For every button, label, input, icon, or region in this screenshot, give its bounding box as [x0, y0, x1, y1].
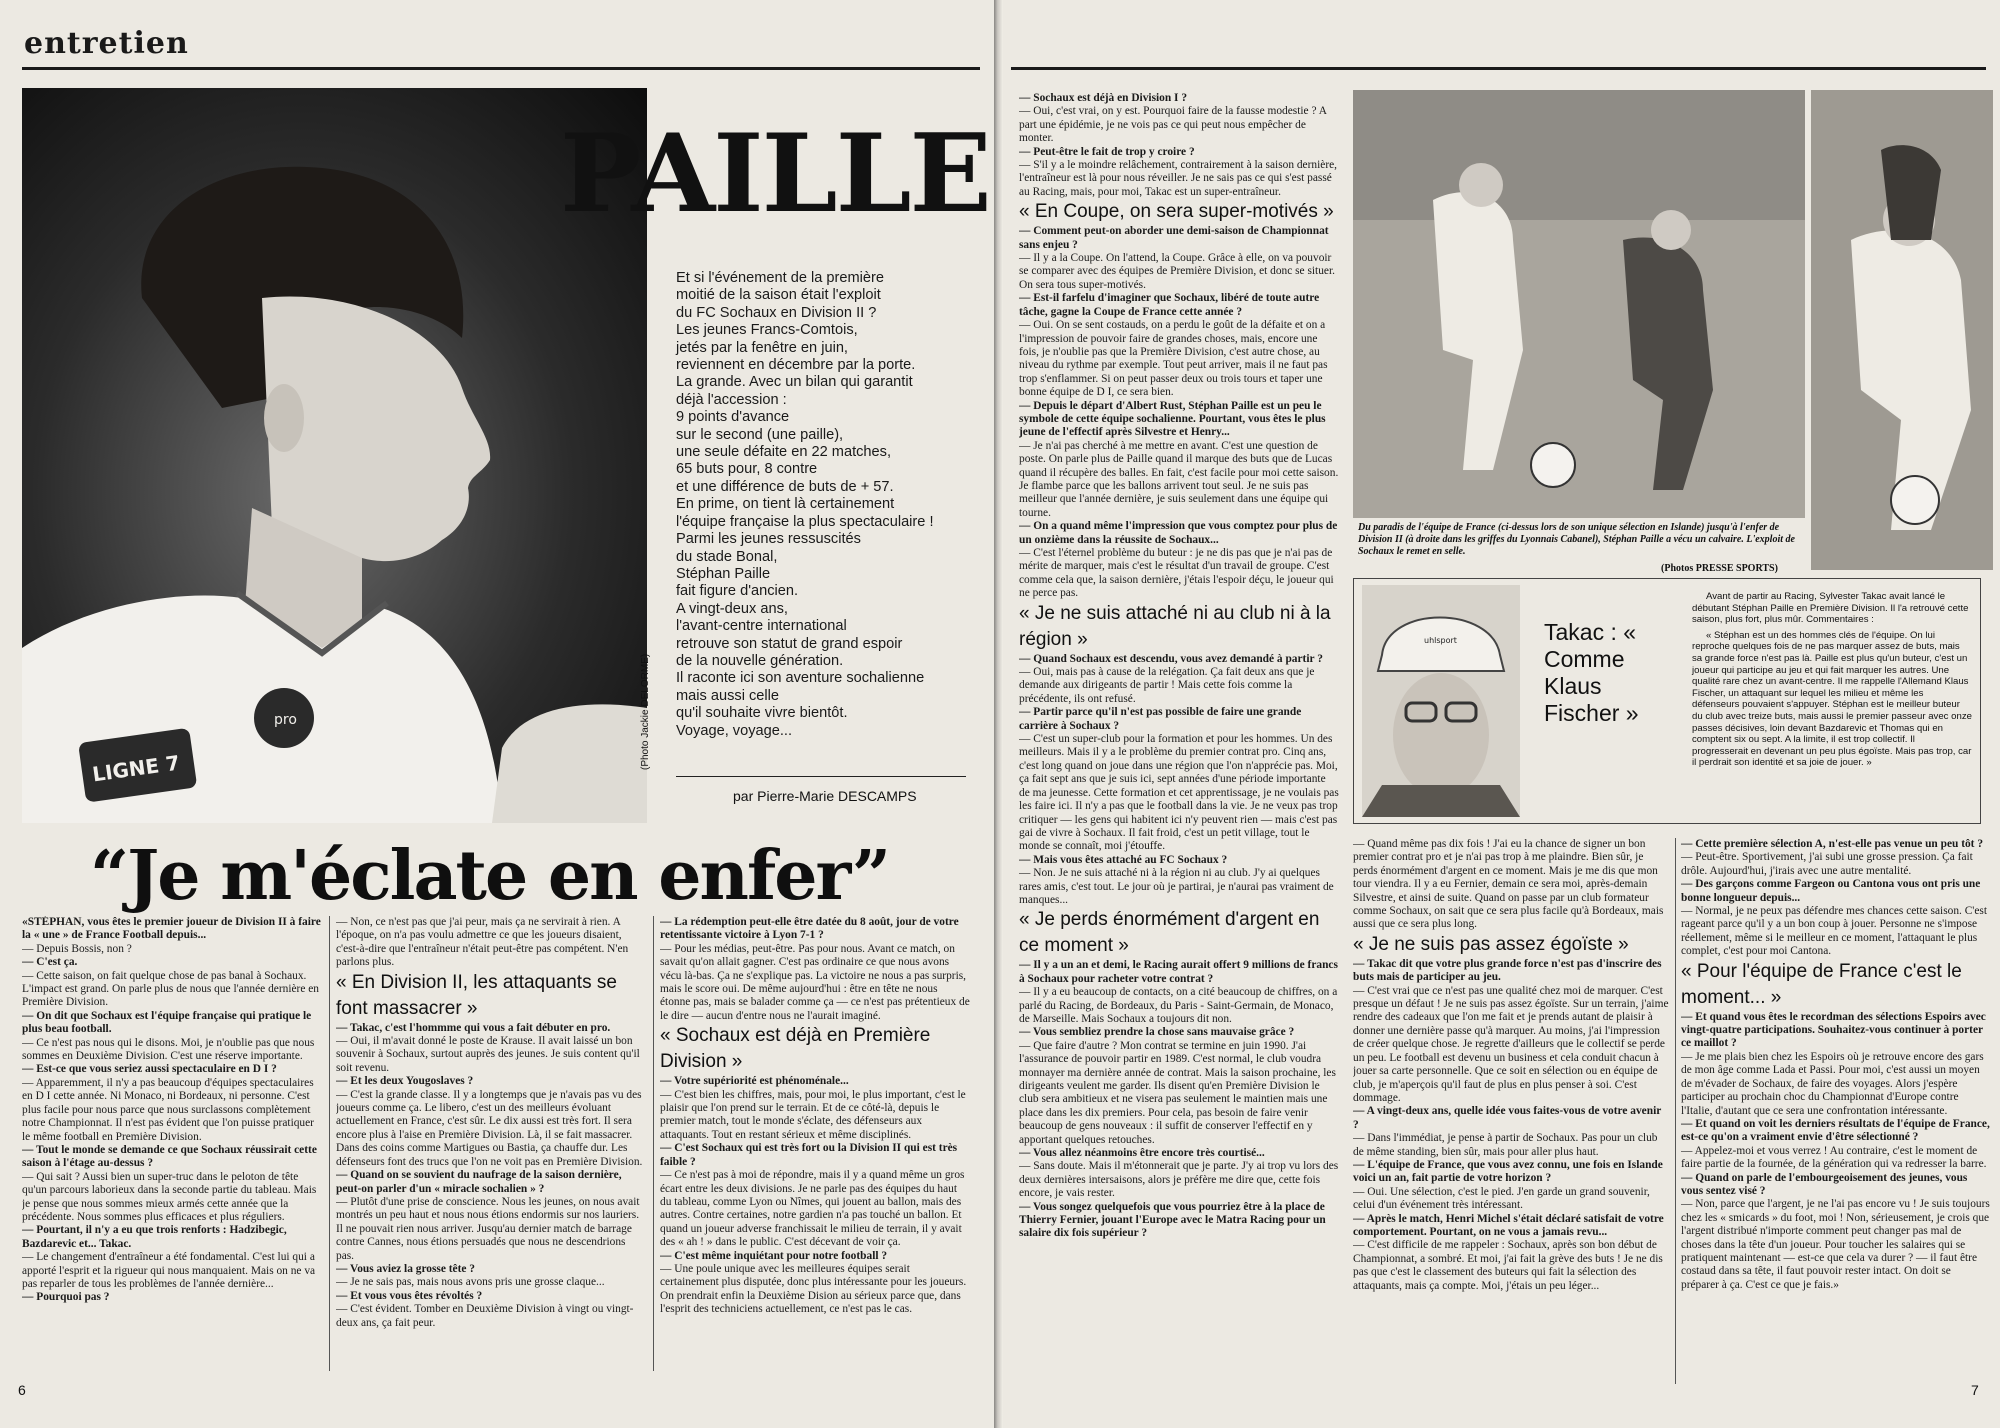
portrait-illustration	[22, 88, 647, 823]
article-column-3	[1681, 838, 1991, 1384]
interview-question: — Tout le monde se demande ce que Sochaux réussirait cette saison à l'étage au-dessus ?	[22, 1143, 317, 1170]
interview-answer: — S'il y a le moindre relâchement, contrairement à la saison dernière, l'entraîneur est là pour nous réveiller. Je ne sais pas ce qui s'est passé au Racing, mais, pour moi, Takac est un super-entraîneur.	[1019, 159, 1338, 198]
interview-answer: — Qui sait ? Aussi bien un super-truc dans le peloton de tête qu'un parcours laborieux dans la seconde partie du tableau. Mais je pense que nous sommes mieux armés cette année que la précédente. Nous sommes plus efficaces et plus réguliers.	[22, 1170, 317, 1223]
chapo-line: jetés par la fenêtre en juin,	[676, 339, 848, 356]
box-paragraph: « Stéphan est un des hommes clés de l'équipe. On lui reproche quelques fois de ne pas marquer assez de buts, mais sa grande force n'est pas là. Paille est plus qu'un buteur, c'est un joueur qui participe au jeu et qui fait marquer les autres. Une qualité rare chez un avant-centre. Il me rappelle l'Allemand Klaus Fischer, un attaquant sur lequel les milieu et même les défenseurs pouvaient s'appuyer. Stéphan est le meilleur buteur du club avec treize buts, mais aussi le premier passeur avec onze passes décisives, loin devant Bazdarevic et Thomas qui en comptent six ou sept. A la limite, il est trop collectif. Il progresserait en devenant un peu plus égoïste. Mais pas trop, car il perdrait son identité et sa joie de jouer. »	[1692, 629, 1972, 769]
interview-answer: — Ce n'est pas nous qui le disons. Moi, je n'oublie pas que nous sommes en Deuxième Division. C'est une réserve importante.	[22, 1036, 315, 1063]
chapo-line: Il raconte ici son aventure sochalienne	[676, 670, 925, 687]
interview-answer: — Cette saison, on fait quelque chose de pas banal à Sochaux. L'impact est grand. On parle plus de nous que l'année dernière en Première Division.	[22, 969, 319, 1009]
photo-credit: (Photos PRESSE SPORTS)	[1661, 563, 1778, 574]
interview-answer: — Apparemment, il n'y a pas beaucoup d'équipes spectaculaires en D I cette année. Ni Monaco, ni Bordeaux, ni personne. C'est plus facile pour nous parce que nous surclassons complètement notre Championnat. Il n'est pas évident que l'on puisse pratiquer le même football en Première Division.	[22, 1076, 314, 1143]
interview-question: — C'est Sochaux qui est très fort ou la Division II qui est très faible ?	[660, 1142, 958, 1168]
interview-question: — Pourtant, il n'y a eu que trois renforts : Hadzibegic, Bazdarevic et... Takac.	[22, 1224, 287, 1250]
interview-answer: — Plutôt d'une prise de conscience. Nous les jeunes, on nous avait montrés un peu haut et nous nous étions endormis sur nos lauriers. Il ne pouvait rien nous arriver. Jusqu'au dernier match de barrage contre Cannes, nous étions persuadés que nous ne descendrions pas.	[336, 1195, 640, 1262]
interview-answer: — Que faire d'autre ? Mon contrat se termine en juin 1990. J'ai l'assurance de pouvoir partir en 1989. C'est normal, le club voudra monnayer ma dernière année de contrat. Mais la saison prochaine, les dirigeants veulent me garder. Ils disent qu'en Première Division le club sera ambitieux et ne visera pas seulement le maintien mais une place dans les dix premiers. Pour cela, pas besoin de faire venir beaucoup de gens nouveaux : il suffit de conserver l'effectif en y apportant quelques retouches.	[1019, 1039, 1336, 1146]
chapo-line: du FC Sochaux en Division II ?	[676, 304, 877, 321]
interview-question: — L'équipe de France, que vous avez connu, une fois en Islande voici un an, fait partie de votre horizon ?	[1353, 1158, 1663, 1185]
interview-question: — La rédemption peut-elle être datée du 8 août, jour de votre retentissante victoire à Lyon 7-1 ?	[660, 916, 959, 942]
interview-question: — C'est ça.	[22, 956, 78, 969]
box-title	[1544, 619, 1674, 727]
section-rule	[22, 67, 980, 70]
chapo-line: 65 buts pour, 8 contre	[676, 461, 818, 478]
left-page	[0, 0, 994, 1428]
byline: par Pierre-Marie DESCAMPS	[733, 788, 917, 804]
article-column-2	[1353, 838, 1669, 1384]
interview-answer: — Appelez-moi et vous verrez ! Au contraire, c'est le moment de faire partie de la fournée, de la génération qui va redresser la barre.	[1681, 1144, 1987, 1171]
chapo-line: Parmi les jeunes ressuscités	[676, 531, 861, 548]
page-number: 6	[18, 1382, 26, 1398]
interview-question: — Votre supériorité est phénoménale...	[660, 1075, 849, 1088]
article-column-1	[22, 916, 322, 1371]
article-column-3	[660, 916, 970, 1371]
subheading: « Je perds énormément d'argent en ce moment »	[1019, 909, 1320, 957]
chapo-line: de la nouvelle génération.	[676, 652, 844, 669]
box-title-text: Takac : « Comme Klaus Fischer »	[1544, 619, 1639, 726]
binding-gutter	[994, 0, 1003, 1428]
jersey-sponsor: LIGNE 7	[90, 750, 182, 787]
interview-question: — Et les deux Yougoslaves ?	[336, 1075, 474, 1088]
interview-question: — A vingt-deux ans, quelle idée vous faites-vous de votre avenir ?	[1353, 1105, 1662, 1131]
chapo-line: retrouve son statut de grand espoir	[676, 635, 903, 652]
interview-answer: — Une poule unique avec les meilleures équipes serait certainement plus disputée, donc plus intéressante pour les joueurs. On prendrait enfin la Deuxième Dision au sérieux parce que, dans l'esprit des techniciens actuellement, ce n'est pas le cas.	[660, 1262, 967, 1316]
match-illustration	[1353, 90, 1805, 518]
photo-credit: (Photo Jackie DELORME)	[640, 653, 651, 770]
chapo-line: l'avant-centre international	[676, 618, 847, 635]
interview-question: — C'est même inquiétant pour notre football ?	[660, 1249, 888, 1262]
interview-answer: — Oui, il m'avait donné le poste de Krause. Il avait laissé un bon souvenir à Sochaux, surtout auprès des jeunes. Je suis content qu'il soit revenu.	[336, 1035, 640, 1074]
chapo-line: et une différence de buts de + 57.	[676, 478, 894, 495]
interview-answer: — Sans doute. Mais il m'étonnerait que je parte. J'y ai trop vu lors des deux dernières intersaisons, alors je préfère me dire que, cette fois encore, je vais rester.	[1019, 1160, 1339, 1200]
interview-question: — Depuis le départ d'Albert Rust, Stéphan Paille est un peu le symbole de cette équipe sochalienne. Pourtant, vous êtes le plus jeune de l'effectif après Silvestre et Henry...	[1019, 399, 1326, 439]
portrait-illustration	[1362, 585, 1520, 817]
interview-answer: — Non. Je ne suis attaché ni à la région ni au club. J'y ai quelques rares amis, c'est tout. Le jour où je partirai, je n'aurai pas vraiment de manques...	[1019, 867, 1334, 906]
interview-answer: — Non, parce que l'argent, je ne l'ai pas encore vu ! Je suis toujours chez les « smicards » du foot, moi ! Non, sérieusement, je crois que l'argent distribué n'importe comment peut changer pas mal de choses dans la tête d'un joueur. Pour toucher les salaires qui se pratiquent maintenant — est-ce que cela va durer ? — il faut être costaud dans sa tête, il faut pouvoir rester intact. On doit se préparer à ça. C'est ce que je fais.»	[1681, 1198, 1990, 1291]
interview-question: — Et quand on voit les derniers résultats de l'équipe de France, est-ce qu'on a vraiment envie d'être sélectionné ?	[1681, 1117, 1990, 1144]
chapo-line: moitié de la saison était l'exploit	[676, 287, 881, 304]
interview-question: — On dit que Sochaux est l'équipe française qui pratique le plus beau football.	[22, 1009, 312, 1036]
chapo-line: reviennent en décembre par la porte.	[676, 357, 916, 374]
section-tag: entretien	[24, 26, 189, 61]
byline-rule	[676, 776, 966, 777]
interview-answer: — C'est vrai que ce n'est pas une qualité chez moi de marquer. C'est presque un défaut ! Je ne suis pas assez égoïste. Sur un terrain, j'aime rendre des cadeaux que l'on me fait et je prends autant de plaisir à donner une dernière passe qu'à marquer. Au moins, j'ai l'impression de créer quelque chose. Je regrette d'ailleurs que le collectif se perde un peu. Le football est devenu un business et cela conduit chacun à jouer sa carte personnelle. Que ce soit en sélection ou en équipe de club, je m'aperçois qu'il faut de plus en plus penser à soi. C'est dommage.	[1353, 984, 1669, 1104]
interview-answer: — Le changement d'entraîneur a été fondamental. C'est lui qui a apporté l'esprit et la rigueur qui nous manquaient. Mais on ne va pas reparler de tous les problèmes de l'année dernière...	[22, 1251, 316, 1290]
jersey-brand: pro	[274, 712, 297, 728]
interview-answer: — Ce n'est pas à moi de répondre, mais il y a quand même un gros écart entre les deux divisions. Je ne parle pas des équipes du haut du tableau, comme Lyon ou Nîmes, qui jouent au ballon, mais des autres. Contre certaines, notre gardien n'a pas touché un ballon. Et quand un joueur adverse franchissait le milieu de terrain, il y avait des « ah ! » dans le public. C'est décevant de voir ça.	[660, 1169, 965, 1249]
chapo-line: sur le second (une paille),	[676, 426, 844, 443]
page-number: 7	[1971, 1382, 1979, 1398]
interview-question: — Vous sembliez prendre la chose sans mauvaise grâce ?	[1019, 1026, 1295, 1039]
interview-answer: — Depuis Bossis, non ?	[22, 942, 132, 955]
chapo-line: mais aussi celle	[676, 687, 780, 704]
interview-question: — Vous allez néanmoins être encore très courtisé...	[1019, 1147, 1265, 1160]
interview-answer: — C'est la grande classe. Il y a longtemps que je n'avais pas vu des joueurs comme ça. Le libero, c'est un des meilleurs évoluant actuellement en France, c'est sûr. Le dix aussi est très fort. Il sera encore plus à l'aise en Première Division. Là, il se fait massacrer. Dans des coins comme Martigues ou Bastia, ça chauffe dur. Les défenseurs font des trucs que l'on ne voit pas en Première Division.	[336, 1088, 643, 1168]
chapo-line: Les jeunes Francs-Comtois,	[676, 322, 858, 339]
interview-question: — Sochaux est déjà en Division I ?	[1019, 92, 1188, 104]
chapo-line: du stade Bonal,	[676, 548, 778, 565]
interview-answer: — C'est difficile de me rappeler : Sochaux, après son bon début de Championnat, a sombré. Et moi, j'ai fait la grève des buts ! Je ne dis pas que c'est le classement des buteurs qui fait la sélection des attaquants, mais ça compte. Moi, j'étais un peu léger...	[1353, 1239, 1663, 1292]
interview-question: — Des garçons comme Fargeon ou Cantona vous ont pris une bonne longueur depuis...	[1681, 878, 1981, 904]
interview-answer: — Il y a eu beaucoup de contacts, on a cité beaucoup de chiffres, on a parlé du Racing, de Bordeaux, du Paris - Saint-Germain, de Monaco, de Marseille. Mais Sochaux a toujours dit non.	[1019, 986, 1338, 1025]
hero-portrait-photo	[22, 88, 647, 823]
interview-question: — Est-il farfelu d'imaginer que Sochaux, libéré de toute autre tâche, gagne la Coupe de France cette année ?	[1019, 292, 1320, 318]
article-column-2	[336, 916, 646, 1371]
chapo-line: qu'il souhaite vivre bientôt.	[676, 705, 848, 722]
interview-question: — Et quand vous êtes le recordman des sélections Espoirs avec vingt-quatre participations. Souhaitez-vous continuer à porter ce maillot ?	[1681, 1010, 1986, 1050]
chapo-line: La grande. Avec un bilan qui garantit	[676, 374, 913, 391]
intro-chapo	[676, 270, 966, 740]
chapo-line: 9 points d'avance	[676, 409, 790, 426]
match-illustration	[1811, 90, 1993, 570]
takac-portrait-photo	[1362, 585, 1520, 817]
match-photo-iceland	[1353, 90, 1805, 518]
interview-answer: — C'est bien les chiffres, mais, pour moi, le plus important, c'est le plaisir que l'on prend sur le terrain. Et de ce côté-là, depuis le premier match, tout le monde s'éclate, des défenseurs aux attaquants. Tout en restant sérieux et même disciplinés.	[660, 1088, 966, 1141]
chapo-line: A vingt-deux ans,	[676, 600, 788, 617]
subheading: « Je ne suis attaché ni au club ni à la région »	[1019, 602, 1331, 650]
interview-answer: — Oui. Une sélection, c'est le pied. J'en garde un grand souvenir, celui d'un événement très intéressant.	[1353, 1185, 1650, 1212]
interview-answer: — C'est évident. Tomber en Deuxième Division à vingt ou vingt-deux ans, ça fait peur.	[336, 1303, 634, 1329]
chapo-line: Et si l'événement de la première	[676, 270, 885, 286]
column-rule	[653, 916, 654, 1371]
chapo-line: fait figure d'ancien.	[676, 583, 799, 600]
interview-question: — Et vous vous êtes révoltés ?	[336, 1289, 483, 1302]
interview-answer: — Oui. On se sent costauds, on a perdu le goût de la défaite et on a l'impression de pouvoir faire de grandes choses, mais, encore une fois, je n'oublie pas que la Première Division, c'est autre chose, au niveau du rythme par exemple. Tout peut arriver, mais il ne faut pas trop s'enflammer. Si on peut passer deux ou trois tours et taper une bonne équipe de D I, ce sera bien.	[1019, 319, 1328, 399]
chapo-line: l'équipe française la plus spectaculaire !	[676, 513, 934, 530]
interview-answer: — Il y a la Coupe. On l'attend, la Coupe. Grâce à elle, on va pouvoir se comparer avec des équipes de Première Division, et donc se situer. On sera tous super-motivés.	[1019, 252, 1335, 291]
subheading: « Pour l'équipe de France c'est le moment... »	[1681, 960, 1962, 1008]
match-photo-lyon	[1811, 90, 1993, 570]
interview-answer: — Quand même pas dix fois ! J'ai eu la chance de signer un bon premier contrat pro et je n'ai pas trop à me plaindre. Bien sûr, je perds énormément d'argent en ce moment. Mais je me dis que mon tour viendra. Il y a eu Fernier, demain ce sera moi, après-demain Silvestre, et ainsi de suite. Quand on passe par un club formateur comme Sochaux, on sait que ce sera plus facile qu'à Bordeaux, mais aussi que ce sera plus long.	[1353, 838, 1664, 931]
interview-answer: — Oui, mais pas à cause de la relégation. Ça fait deux ans que je demande aux dirigeants de partir ! Mais cette fois comme la précédente, ils ont refusé.	[1019, 666, 1315, 705]
sidebar-box-takac	[1353, 578, 1981, 824]
interview-question: — Takac, c'est l'hommme qui vous a fait débuter en pro.	[336, 1021, 611, 1034]
interview-question: — Vous songez quelquefois que vous pourriez être à la place de Thierry Fernier, jouant l'Europe avec le Matra Racing pour un salaire dix fois supérieur ?	[1019, 1200, 1326, 1240]
subheading: « En Coupe, on sera super-motivés »	[1019, 201, 1334, 223]
interview-answer: — Peut-être. Sportivement, j'ai subi une grosse pression. Ça fait drôle. Aujourd'hui, j'irais avec une autre mentalité.	[1681, 851, 1973, 877]
headline: “Je m'éclate en enfer”	[90, 836, 889, 916]
interview-answer: — Normal, je ne peux pas défendre mes chances cette saison. C'est rageant parce qu'il y a un bon coup à jouer. Personne ne s'impose réellement, même si le meilleur en ce moment, l'attaquant le plus complet, c'est pour moi Cantona.	[1681, 905, 1988, 958]
player-name-title: PAILLE	[560, 111, 990, 237]
interview-answer: — Non, ce n'est pas que j'ai peur, mais ça ne servirait à rien. A l'époque, on n'a pas voulu admettre ce que les joueurs disaient, c'est-à-dire que l'entraîneur n'était peut-être pas compétent. N'en parlons plus.	[336, 916, 629, 969]
chapo-line: une seule défaite en 22 matches,	[676, 444, 892, 461]
box-paragraph: Avant de partir au Racing, Sylvester Takac avait lancé le débutant Stéphan Paille en Première Division. Il l'a retrouvé cette saison, plus fort, plus mûr. Commentaires :	[1692, 591, 1969, 626]
interview-answer: — Dans l'immédiat, je pense à partir de Sochaux. Pas pour un club de même standing, bien sûr, mais pour aller plus haut.	[1353, 1132, 1658, 1158]
interview-question: — Quand on parle de l'embourgeoisement des jeunes, vous vous sentez visé ?	[1681, 1171, 1968, 1197]
interview-question: — Takac dit que votre plus grande force n'est pas d'inscrire des buts mais de participer au jeu.	[1353, 957, 1662, 984]
subheading: « Sochaux est déjà en Première Division »	[660, 1025, 931, 1073]
interview-answer: — Je me plais bien chez les Espoirs où je retrouve encore des gars de mon âge comme Lada et Passi. Pour moi, c'est aussi un moyen de m'évader de Sochaux, de faire des voyages. Alors j'espère participer au prochain choc du Championnat d'Europe contre l'Italie, d'autant que ce sera une confrontation intéressante.	[1681, 1050, 1984, 1117]
column-rule	[1675, 838, 1676, 1384]
interview-question: — Est-ce que vous seriez aussi spectaculaire en D I ?	[22, 1063, 277, 1076]
interview-answer: — Pour les médias, peut-être. Pas pour nous. Avant ce match, on savait qu'on allait gagner. C'est pas ordinaire ce que nous avons vécu là-bas. Ça ne s'explique pas. La victoire ne nous a pas surpris, mais le score oui. De même aujourd'hui : être en tête ne nous étonne pas, mais se balader comme ça — ce n'est pas prétentieux de le dire — aucun d'entre nous ne l'aurait imaginé.	[660, 942, 970, 1022]
interview-question: — Vous aviez la grosse tête ?	[336, 1262, 475, 1275]
interview-answer: — C'est l'éternel problème du buteur : je ne dis pas que je n'ai pas de mérite de marquer, mais c'est le résultat d'un travail de groupe. C'est comme cela que, la saison dernière, j'étais l'espoir déçu, le joueur qui ne perce pas.	[1019, 547, 1334, 600]
interview-question: — Pourquoi pas ?	[22, 1291, 110, 1304]
column-rule	[329, 916, 330, 1371]
interview-question: — Quand Sochaux est descendu, vous avez demandé à partir ?	[1019, 652, 1323, 665]
interview-answer: — Oui, c'est vrai, on y est. Pourquoi faire de la fausse modestie ? A part une épidémie, je ne vois pas ce qui peut nous empêcher de monter.	[1019, 105, 1327, 145]
cap-logo: uhlsport	[1424, 636, 1457, 645]
interview-question: — Il y a un an et demi, le Racing aurait offert 9 millions de francs à Sochaux pour racheter votre contrat ?	[1019, 959, 1338, 985]
chapo-line: Stéphan Paille	[676, 565, 771, 582]
interview-question: — Partir parce qu'il n'est pas possible de faire une grande carrière à Sochaux ?	[1019, 706, 1302, 732]
box-text	[1692, 591, 1972, 773]
subheading: « En Division II, les attaquants se font massacrer »	[336, 971, 617, 1019]
chapo-line: En prime, on tient là certainement	[676, 496, 895, 513]
chapo-line: Voyage, voyage...	[676, 722, 793, 739]
interview-question: — On a quand même l'impression que vous comptez pour plus de un onzième dans la réussite de Sochaux...	[1019, 520, 1338, 546]
interview-lead: «STÉPHAN, vous êtes le premier joueur de Division II à faire la « une » de France Football depuis...	[22, 916, 321, 942]
interview-question: — Quand on se souvient du naufrage de la saison dernière, peut-on parler d'un « miracle sochalien » ?	[336, 1169, 622, 1195]
interview-answer: — Je ne sais pas, mais nous avons pris une grosse claque...	[336, 1276, 605, 1289]
interview-question: — Mais vous êtes attaché au FC Sochaux ?	[1019, 853, 1228, 866]
article-column-1	[1019, 92, 1339, 1384]
interview-question: — Comment peut-on aborder une demi-saison de Championnat sans enjeu ?	[1019, 225, 1329, 251]
photo-caption: Du paradis de l'équipe de France (ci-dessus lors de son unique sélection en Islande) jusqu'à l'enfer de Division II (à droite dans les griffes du Lyonnais Cabanel), Stéphan Paille a vécu un calvaire. L'exploit de Sochaux le remet en selle.	[1358, 522, 1795, 557]
section-rule	[1011, 67, 1986, 70]
right-page	[1003, 0, 2000, 1428]
interview-question: — Cette première sélection A, n'est-elle pas venue un peu tôt ?	[1681, 838, 1984, 850]
chapo-line: déjà l'accession :	[676, 391, 787, 408]
subheading: « Je ne suis pas assez égoïste »	[1353, 933, 1629, 955]
interview-answer: — C'est un super-club pour la formation et pour les hommes. Un des meilleurs. Mais il y a le problème du premier contrat pro. Cinq ans, c'est long quand on joue dans une région que l'on n'apprécie pas. Moi, ça fait sept ans que je suis ici, sept années d'une période importante de ma jeunesse. Cette formation et cet apprentissage, je ne voulais pas les faire ici. Il n'y a pas que le football dans la vie. Je ne veux pas trop critiquer — les gens qui habitent ici n'y peuvent rien — mais c'est pas gai de vivre à Sochaux. Il fait froid, c'est un petit village, tout le monde se connaît, moi j'étouffe.	[1019, 733, 1339, 853]
interview-question: — Peut-être le fait de trop y croire ?	[1019, 145, 1195, 158]
interview-question: — Après le match, Henri Michel s'était déclaré satisfait de votre comportement. Pourtant, on ne vous a jamais revu...	[1353, 1212, 1664, 1238]
interview-answer: — Je n'ai pas cherché à me mettre en avant. C'est une question de poste. On parle plus de Paille quand il marque des buts que de Lucas quand il récupère des balles. En fait, c'est facile pour moi cette saison. Je flambe parce que les ballons arrivent tout seul. Je ne suis pas meilleur que l'année dernière, je suis seulement dans une équipe qui tourne.	[1019, 439, 1339, 519]
